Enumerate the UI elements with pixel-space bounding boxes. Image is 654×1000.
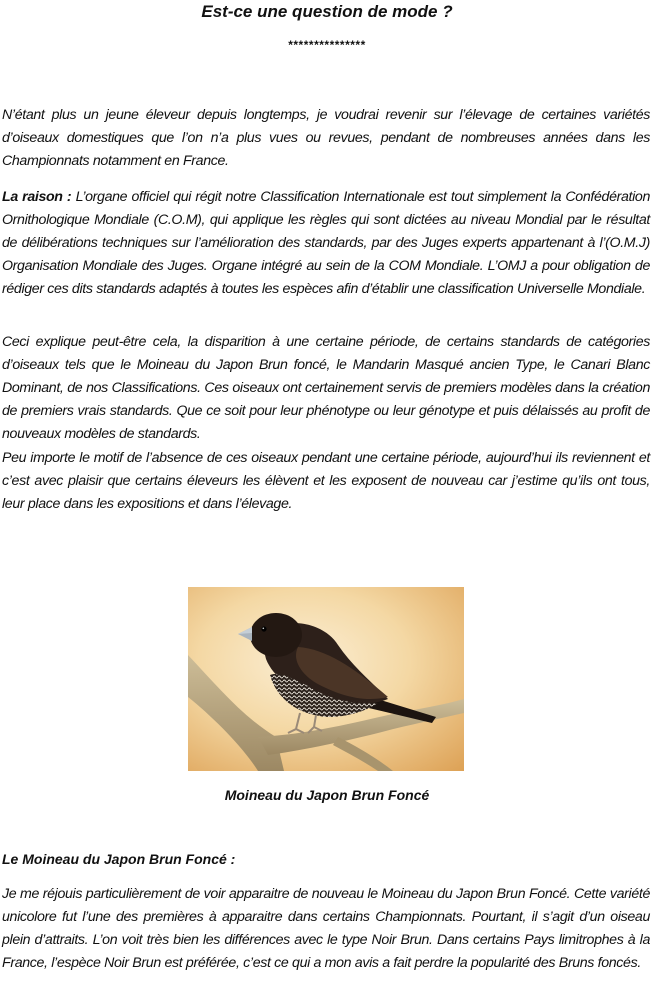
raison-paragraph <box>2 186 650 301</box>
section-heading: Le Moineau du Japon Brun Foncé : <box>2 851 236 867</box>
motive-paragraph: Peu importe le motif de l’absence de ces oiseaux pendant une certaine période, aujourd’hui ils reviennent et c’est avec plaisir que certains éleveurs les élèvent et les exposent de nouveau car j’estime qu’ils ont tous, leur place dans les expositions et dans l’élevage. <box>2 450 650 512</box>
intro-paragraph: N’étant plus un jeune éleveur depuis longtemps, je voudrai revenir sur l’élevage de certaines variétés d’oiseaux domestiques que l’on n’a plus vues ou revues, pendant de nombreuses années dans les Championnats notamment en France. <box>2 107 650 169</box>
raison-text: L’organe officiel qui régit notre Classification Internationale est tout simplement la Confédération Ornithologique Mondiale (C.O.M), qui applique les règles qui sont dictées au niveau Mondial par le résultat de délibérations techniques sur l’amélioration des standards, par des Juges experts appartenant à l’(O.M.J) Organisation Mondiale des Juges. Organe intégré au sein de la COM Mondiale. L’OMJ a pour obligation de rédiger ces dits standards adaptés à toutes les espèces afin d’établir une classification Universelle Mondiale. <box>2 189 650 297</box>
title-separator: *************** <box>288 38 366 52</box>
explanation-paragraph: Ceci explique peut-être cela, la disparition à une certaine période, de certains standards de catégories d’oiseaux tels que le Moineau du Japon Brun foncé, le Mandarin Masqué ancien Type, le Canari Blanc Dominant, de nos Classifications. Ces oiseaux ont certainement servis de premiers modèles dans la création de premiers vrais standards. Que ce soit pour leur phénotype ou leur génotype et puis délaissés au profit de nouveaux modèles de standards. <box>2 334 650 442</box>
raison-label: La raison : <box>2 189 72 205</box>
page-title: Est-ce une question de mode ? <box>201 2 453 21</box>
section-paragraph: Je me réjouis particulièrement de voir apparaitre de nouveau le Moineau du Japon Brun Foncé. Cette variété unicolore fut l’une des premières à apparaitre dans certains Championnats. Pourtant, il s’agit d’un oiseau plein d’attraits. L’on voit très bien les différences avec le type Noir Brun. Dans certains Pays limitrophes à la France, l’espèce Noir Brun est préférée, c’est ce qui a mon avis a fait perdre la popularité des Bruns foncés. <box>2 886 650 971</box>
bird-photo <box>188 587 464 771</box>
figure-caption: Moineau du Japon Brun Foncé <box>224 787 430 803</box>
